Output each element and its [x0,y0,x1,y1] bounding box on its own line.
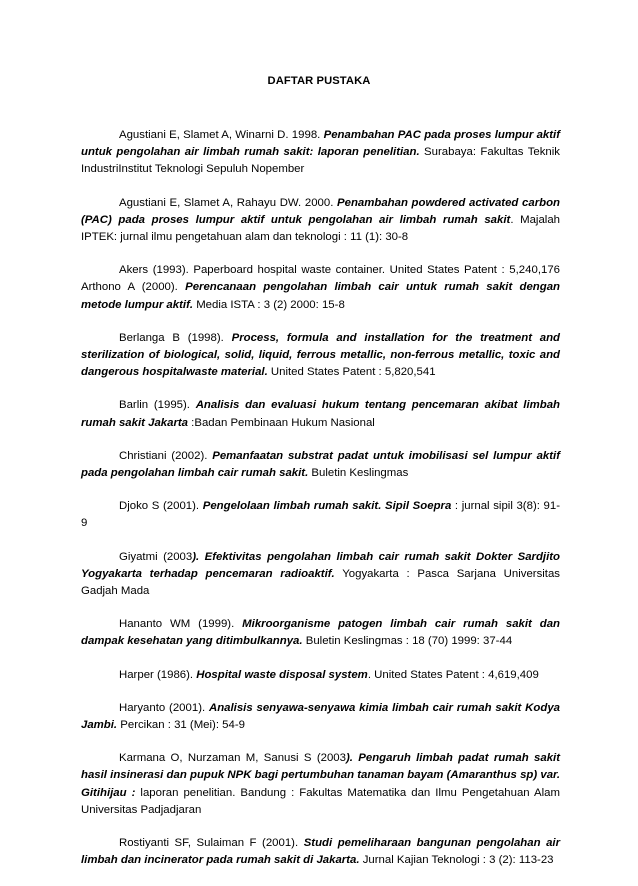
reference-title: Pemanfaatan substrat padat untuk imobilisasi sel lumpur aktif pada pengolahan limbah cair rumah sakit. [81,449,560,480]
reference-authors: Barlin (1995). [119,399,196,412]
reference-title: Analisis senyawa-senyawa kimia limbah cair rumah sakit Kodya Jambi. [81,701,560,732]
reference-title: Analisis dan evaluasi hukum tentang pencemaran akibat limbah rumah sakit Jakarta [81,399,560,429]
reference-source: : jurnal sipil 3(8): 91-9 [81,500,560,530]
reference-title: Perencanaan pengolahan limbah cair untuk rumah sakit dengan metode lumpur aktif. [81,281,560,311]
reference-source: . Majalah IPTEK: jurnal ilmu pengetahuan alam dan teknologi : 11 (1): 30-8 [81,213,560,244]
reference-item-5 [81,397,560,431]
reference-title: ). Efektivitas pengolahan limbah cair rumah sakit Dokter Sardjito Yogyakarta terhadap pencemaran radioaktif. [81,550,560,580]
reference-authors: Haryanto (2001). [119,701,209,714]
reference-title: Pengelolaan limbah rumah sakit. Sipil Soepra [202,500,452,513]
reference-title: Penambahan powdered activated carbon (PAC) pada proses lumpur aktif untuk pengolahan air limbah rumah sakit [81,196,561,226]
reference-authors: Akers (1993). Paperboard hospital waste container. United States Patent : 5,240,176 Arthono A (2000). [81,264,560,294]
reference-authors: Agustiani E, Slamet A, Winarni D. 1998. [119,129,324,141]
reference-item-3 [81,262,560,314]
reference-item-8 [81,549,560,601]
reference-authors: Agustiani E, Slamet A, Rahayu DW. 2000. [119,196,338,209]
reference-title: Hospital waste disposal system [196,668,368,681]
reference-item-10 [81,667,560,684]
reference-source: Buletin Keslingmas [308,467,409,480]
reference-source: Yogyakarta : Pasca Sarjana Universitas Gadjah Mada [81,567,560,598]
reference-authors: Giyatmi (2003 [119,550,193,563]
page-title: DAFTAR PUSTAKA [267,75,371,87]
reference-source: :Badan Pembinaan Hukum Nasional [188,416,375,429]
reference-item-1 [81,127,560,179]
reference-item-4 [81,330,560,382]
reference-source: Surabaya: Fakultas Teknik IndustriInstitut Teknologi Sepuluh Nopember [81,146,560,176]
reference-authors: Djoko S (2001). [119,500,203,513]
reference-item-11 [81,700,560,734]
reference-authors: Harper (1986). [119,668,197,681]
reference-source: Jurnal Kajian Teknologi : 3 (2): 113-23 [359,854,554,867]
reference-authors: Berlanga B (1998). [119,331,232,344]
reference-list [81,127,560,886]
reference-source: . United States Patent : 4,619,409 [367,668,539,681]
reference-source: Buletin Keslingmas : 18 (70) 1999: 37-44 [302,635,513,648]
reference-source: laporan penelitian. Bandung : Fakultas Matematika dan Ilmu Pengetahuan Alam Universitas Padjadjaran [81,786,560,816]
reference-item-2 [81,195,560,247]
reference-source: Percikan : 31 (Mei): 54-9 [117,719,245,732]
reference-authors: Hananto WM (1999). [119,618,243,631]
reference-title: ). Pengaruh limbah padat rumah sakit hasil insinerasi dan pupuk NPK bagi pertumbuhan tanaman bayam (Amaranthus sp) var. Gitihijau : [81,752,560,799]
reference-title: Mikroorganisme patogen limbah cair rumah sakit dan dampak kesehatan yang ditimbulkannya. [81,618,560,648]
reference-item-12 [81,750,560,819]
reference-item-9 [81,616,560,650]
reference-authors: Rostiyanti SF, Sulaiman F (2001). [119,837,304,850]
reference-item-13 [81,835,560,869]
reference-authors: Karmana O, Nurzaman M, Sanusi S (2003 [119,752,346,765]
reference-title: Process, formula and installation for the treatment and sterilization of biological, solid, liquid, ferrous metallic, non-ferrous metallic, toxic and dangerous hospitalwaste material. [81,331,561,379]
reference-source: Media ISTA : 3 (2) 2000: 15-8 [193,298,345,311]
reference-source: United States Patent : 5,820,541 [267,366,436,379]
reference-authors: Christiani (2002). [119,449,213,462]
reference-title: Penambahan PAC pada proses lumpur aktif untuk pengolahan air limbah rumah sakit: laporan penelitian. [81,129,560,159]
reference-item-7 [81,498,560,532]
reference-item-6 [81,448,560,482]
reference-title: Studi pemeliharaan bangunan pengolahan air limbah dan incinerator pada rumah sakit di Jakarta. [81,837,561,867]
